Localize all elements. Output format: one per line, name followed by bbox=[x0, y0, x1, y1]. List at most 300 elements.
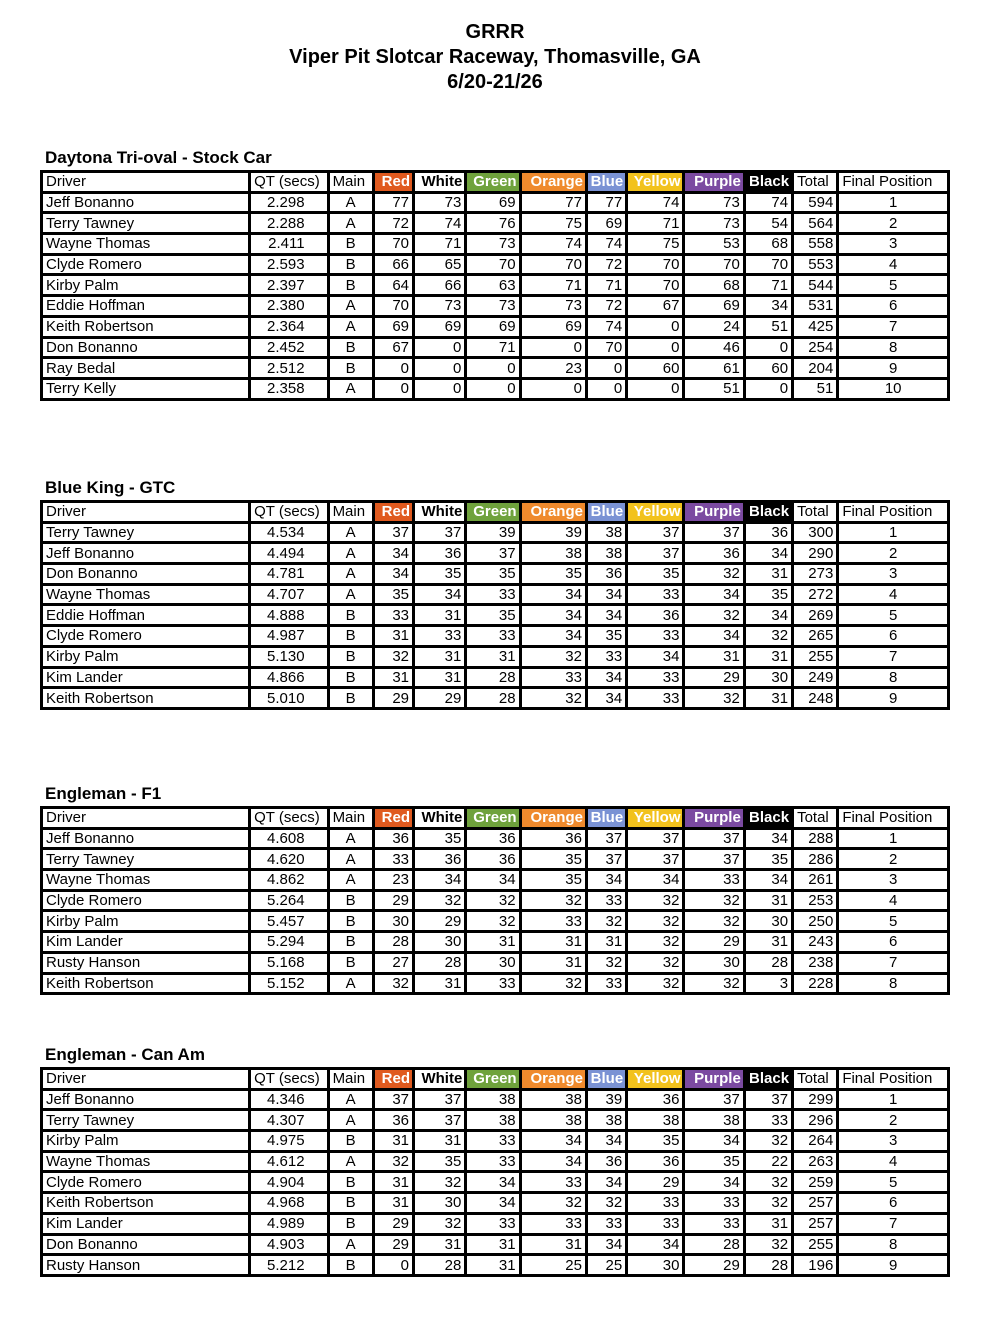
lane-laps-cell-red: 31 bbox=[373, 1172, 413, 1193]
section-title: Daytona Tri-oval - Stock Car bbox=[45, 148, 272, 167]
lane-laps-cell-purple: 73 bbox=[684, 192, 744, 213]
lane-laps-cell-black: 35 bbox=[744, 584, 792, 605]
table-row bbox=[42, 667, 949, 688]
total-cell: 264 bbox=[793, 1131, 838, 1152]
lane-laps-cell-purple: 30 bbox=[684, 952, 744, 973]
lane-laps-cell-red: 67 bbox=[373, 337, 413, 358]
lane-laps-cell-green: 37 bbox=[466, 543, 520, 564]
lane-laps-cell-white: 30 bbox=[414, 932, 466, 953]
col-header-lane-blue: Blue bbox=[586, 1069, 626, 1090]
main-cell: A bbox=[328, 849, 373, 870]
qt-cell: 5.010 bbox=[250, 688, 328, 709]
lane-laps-cell-green: 32 bbox=[466, 911, 520, 932]
driver-cell: Clyde Romero bbox=[42, 254, 250, 275]
lane-laps-cell-blue: 70 bbox=[586, 337, 626, 358]
qt-cell: 4.608 bbox=[250, 828, 328, 849]
col-header-final-position: Final Position bbox=[838, 1069, 949, 1090]
lane-laps-cell-orange: 0 bbox=[520, 337, 586, 358]
lane-laps-cell-white: 30 bbox=[414, 1193, 466, 1214]
header-row bbox=[42, 172, 949, 193]
lane-laps-cell-yellow: 37 bbox=[627, 849, 684, 870]
total-cell: 249 bbox=[793, 667, 838, 688]
results-table bbox=[40, 1067, 950, 1277]
qt-cell: 4.612 bbox=[250, 1151, 328, 1172]
lane-laps-cell-white: 65 bbox=[414, 254, 466, 275]
col-header-driver: Driver bbox=[42, 808, 250, 829]
lane-laps-cell-white: 31 bbox=[414, 605, 466, 626]
col-header-main: Main bbox=[328, 808, 373, 829]
lane-laps-cell-black: 34 bbox=[744, 543, 792, 564]
qt-cell: 5.457 bbox=[250, 911, 328, 932]
total-cell: 286 bbox=[793, 849, 838, 870]
lane-laps-cell-orange: 38 bbox=[520, 1089, 586, 1110]
table-row bbox=[42, 626, 949, 647]
col-header-lane-yellow: Yellow bbox=[627, 502, 684, 523]
final-position-cell: 1 bbox=[838, 522, 949, 543]
lane-laps-cell-yellow: 34 bbox=[627, 1234, 684, 1255]
lane-laps-cell-red: 29 bbox=[373, 1234, 413, 1255]
lane-laps-cell-green: 34 bbox=[466, 870, 520, 891]
lane-laps-cell-yellow: 33 bbox=[627, 1213, 684, 1234]
table-row bbox=[42, 870, 949, 891]
org-title: GRRR bbox=[465, 21, 525, 43]
qt-cell: 4.903 bbox=[250, 1234, 328, 1255]
main-cell: B bbox=[328, 337, 373, 358]
lane-laps-cell-yellow: 36 bbox=[627, 1151, 684, 1172]
main-cell: A bbox=[328, 296, 373, 317]
lane-laps-cell-red: 31 bbox=[373, 667, 413, 688]
table-row bbox=[42, 828, 949, 849]
lane-laps-cell-red: 72 bbox=[373, 213, 413, 234]
qt-cell: 2.380 bbox=[250, 296, 328, 317]
main-cell: B bbox=[328, 605, 373, 626]
driver-cell: Jeff Bonanno bbox=[42, 1089, 250, 1110]
lane-laps-cell-yellow: 75 bbox=[627, 234, 684, 255]
lane-laps-cell-green: 73 bbox=[466, 296, 520, 317]
driver-cell: Eddie Hoffman bbox=[42, 296, 250, 317]
table-row bbox=[42, 973, 949, 994]
lane-laps-cell-black: 51 bbox=[744, 316, 792, 337]
lane-laps-cell-yellow: 0 bbox=[627, 316, 684, 337]
lane-laps-cell-red: 31 bbox=[373, 1131, 413, 1152]
lane-laps-cell-yellow: 33 bbox=[627, 626, 684, 647]
col-header-total: Total bbox=[793, 172, 838, 193]
main-cell: B bbox=[328, 234, 373, 255]
driver-cell: Don Bonanno bbox=[42, 337, 250, 358]
lane-laps-cell-orange: 32 bbox=[520, 973, 586, 994]
lane-laps-cell-white: 35 bbox=[414, 828, 466, 849]
main-cell: A bbox=[328, 378, 373, 399]
lane-laps-cell-green: 33 bbox=[466, 1131, 520, 1152]
lane-laps-cell-red: 37 bbox=[373, 1089, 413, 1110]
col-header-qt: QT (secs) bbox=[250, 172, 328, 193]
lane-laps-cell-black: 28 bbox=[744, 952, 792, 973]
lane-laps-cell-yellow: 38 bbox=[627, 1110, 684, 1131]
race-section bbox=[40, 475, 950, 710]
lane-laps-cell-red: 29 bbox=[373, 1213, 413, 1234]
lane-laps-cell-purple: 34 bbox=[684, 1131, 744, 1152]
lane-laps-cell-black: 22 bbox=[744, 1151, 792, 1172]
lane-laps-cell-green: 28 bbox=[466, 688, 520, 709]
main-cell: A bbox=[328, 973, 373, 994]
lane-laps-cell-blue: 74 bbox=[586, 234, 626, 255]
table-row bbox=[42, 1110, 949, 1131]
lane-laps-cell-yellow: 32 bbox=[627, 952, 684, 973]
lane-laps-cell-green: 32 bbox=[466, 890, 520, 911]
lane-laps-cell-white: 0 bbox=[414, 378, 466, 399]
final-position-cell: 3 bbox=[838, 870, 949, 891]
lane-laps-cell-orange: 36 bbox=[520, 828, 586, 849]
table-row bbox=[42, 378, 949, 399]
driver-cell: Don Bonanno bbox=[42, 564, 250, 585]
driver-cell: Kim Lander bbox=[42, 667, 250, 688]
driver-cell: Clyde Romero bbox=[42, 626, 250, 647]
table-row bbox=[42, 1151, 949, 1172]
driver-cell: Clyde Romero bbox=[42, 890, 250, 911]
final-position-cell: 3 bbox=[838, 234, 949, 255]
lane-laps-cell-orange: 25 bbox=[520, 1255, 586, 1276]
lane-laps-cell-blue: 39 bbox=[586, 1089, 626, 1110]
col-header-lane-orange: Orange bbox=[520, 1069, 586, 1090]
qt-cell: 4.534 bbox=[250, 522, 328, 543]
table-row bbox=[42, 1089, 949, 1110]
lane-laps-cell-black: 34 bbox=[744, 296, 792, 317]
lane-laps-cell-green: 38 bbox=[466, 1089, 520, 1110]
total-cell: 250 bbox=[793, 911, 838, 932]
final-position-cell: 2 bbox=[838, 543, 949, 564]
lane-laps-cell-orange: 35 bbox=[520, 870, 586, 891]
main-cell: B bbox=[328, 626, 373, 647]
table-row bbox=[42, 316, 949, 337]
lane-laps-cell-purple: 73 bbox=[684, 213, 744, 234]
lane-laps-cell-green: 31 bbox=[466, 646, 520, 667]
driver-cell: Kirby Palm bbox=[42, 1131, 250, 1152]
lane-laps-cell-white: 37 bbox=[414, 1089, 466, 1110]
lane-laps-cell-purple: 31 bbox=[684, 646, 744, 667]
lane-laps-cell-blue: 69 bbox=[586, 213, 626, 234]
driver-cell: Terry Tawney bbox=[42, 522, 250, 543]
table-row bbox=[42, 952, 949, 973]
lane-laps-cell-purple: 33 bbox=[684, 1213, 744, 1234]
lane-laps-cell-yellow: 32 bbox=[627, 973, 684, 994]
lane-laps-cell-green: 33 bbox=[466, 626, 520, 647]
lane-laps-cell-white: 35 bbox=[414, 564, 466, 585]
final-position-cell: 1 bbox=[838, 192, 949, 213]
table-row bbox=[42, 911, 949, 932]
col-header-lane-black: Black bbox=[744, 1069, 792, 1090]
lane-laps-cell-black: 32 bbox=[744, 1193, 792, 1214]
final-position-cell: 6 bbox=[838, 296, 949, 317]
lane-laps-cell-purple: 32 bbox=[684, 973, 744, 994]
lane-laps-cell-black: 31 bbox=[744, 890, 792, 911]
lane-laps-cell-blue: 31 bbox=[586, 932, 626, 953]
col-header-lane-red: Red bbox=[373, 1069, 413, 1090]
lane-laps-cell-orange: 31 bbox=[520, 952, 586, 973]
qt-cell: 5.294 bbox=[250, 932, 328, 953]
lane-laps-cell-green: 0 bbox=[466, 358, 520, 379]
lane-laps-cell-blue: 33 bbox=[586, 973, 626, 994]
lane-laps-cell-white: 36 bbox=[414, 849, 466, 870]
table-row bbox=[42, 337, 949, 358]
document-header bbox=[0, 20, 990, 95]
lane-laps-cell-red: 0 bbox=[373, 378, 413, 399]
lane-laps-cell-red: 29 bbox=[373, 890, 413, 911]
lane-laps-cell-yellow: 37 bbox=[627, 543, 684, 564]
lane-laps-cell-blue: 32 bbox=[586, 1193, 626, 1214]
lane-laps-cell-orange: 32 bbox=[520, 688, 586, 709]
col-header-lane-red: Red bbox=[373, 172, 413, 193]
qt-cell: 4.346 bbox=[250, 1089, 328, 1110]
header-row bbox=[42, 808, 949, 829]
lane-laps-cell-orange: 34 bbox=[520, 584, 586, 605]
lane-laps-cell-orange: 71 bbox=[520, 275, 586, 296]
lane-laps-cell-black: 3 bbox=[744, 973, 792, 994]
lane-laps-cell-orange: 77 bbox=[520, 192, 586, 213]
col-header-lane-green: Green bbox=[466, 808, 520, 829]
col-header-lane-green: Green bbox=[466, 502, 520, 523]
lane-laps-cell-green: 38 bbox=[466, 1110, 520, 1131]
final-position-cell: 4 bbox=[838, 1151, 949, 1172]
qt-cell: 4.494 bbox=[250, 543, 328, 564]
total-cell: 296 bbox=[793, 1110, 838, 1131]
lane-laps-cell-yellow: 35 bbox=[627, 564, 684, 585]
lane-laps-cell-blue: 0 bbox=[586, 378, 626, 399]
qt-cell: 2.593 bbox=[250, 254, 328, 275]
lane-laps-cell-yellow: 32 bbox=[627, 890, 684, 911]
lane-laps-cell-black: 35 bbox=[744, 849, 792, 870]
driver-cell: Rusty Hanson bbox=[42, 1255, 250, 1276]
table-row bbox=[42, 1131, 949, 1152]
lane-laps-cell-red: 70 bbox=[373, 296, 413, 317]
lane-laps-cell-green: 36 bbox=[466, 849, 520, 870]
lane-laps-cell-green: 73 bbox=[466, 234, 520, 255]
total-cell: 196 bbox=[793, 1255, 838, 1276]
table-row bbox=[42, 605, 949, 626]
main-cell: A bbox=[328, 1151, 373, 1172]
lane-laps-cell-yellow: 71 bbox=[627, 213, 684, 234]
lane-laps-cell-black: 74 bbox=[744, 192, 792, 213]
lane-laps-cell-orange: 33 bbox=[520, 911, 586, 932]
col-header-lane-purple: Purple bbox=[684, 808, 744, 829]
driver-cell: Kirby Palm bbox=[42, 646, 250, 667]
lane-laps-cell-purple: 32 bbox=[684, 911, 744, 932]
qt-cell: 2.512 bbox=[250, 358, 328, 379]
lane-laps-cell-blue: 38 bbox=[586, 1110, 626, 1131]
lane-laps-cell-white: 34 bbox=[414, 870, 466, 891]
lane-laps-cell-red: 36 bbox=[373, 828, 413, 849]
qt-cell: 5.152 bbox=[250, 973, 328, 994]
lane-laps-cell-purple: 32 bbox=[684, 890, 744, 911]
total-cell: 544 bbox=[793, 275, 838, 296]
driver-cell: Terry Kelly bbox=[42, 378, 250, 399]
lane-laps-cell-blue: 38 bbox=[586, 522, 626, 543]
main-cell: B bbox=[328, 1131, 373, 1152]
col-header-lane-yellow: Yellow bbox=[627, 172, 684, 193]
lane-laps-cell-red: 35 bbox=[373, 584, 413, 605]
main-cell: A bbox=[328, 543, 373, 564]
lane-laps-cell-purple: 32 bbox=[684, 605, 744, 626]
lane-laps-cell-red: 66 bbox=[373, 254, 413, 275]
lane-laps-cell-blue: 33 bbox=[586, 1213, 626, 1234]
lane-laps-cell-purple: 46 bbox=[684, 337, 744, 358]
lane-laps-cell-black: 32 bbox=[744, 626, 792, 647]
table-row bbox=[42, 688, 949, 709]
col-header-lane-blue: Blue bbox=[586, 808, 626, 829]
lane-laps-cell-orange: 39 bbox=[520, 522, 586, 543]
col-header-total: Total bbox=[793, 1069, 838, 1090]
col-header-final-position: Final Position bbox=[838, 808, 949, 829]
lane-laps-cell-white: 29 bbox=[414, 688, 466, 709]
lane-laps-cell-purple: 32 bbox=[684, 688, 744, 709]
table-row bbox=[42, 213, 949, 234]
lane-laps-cell-orange: 32 bbox=[520, 890, 586, 911]
total-cell: 255 bbox=[793, 1234, 838, 1255]
total-cell: 299 bbox=[793, 1089, 838, 1110]
lane-laps-cell-white: 32 bbox=[414, 890, 466, 911]
lane-laps-cell-blue: 34 bbox=[586, 688, 626, 709]
col-header-main: Main bbox=[328, 502, 373, 523]
lane-laps-cell-yellow: 67 bbox=[627, 296, 684, 317]
lane-laps-cell-orange: 35 bbox=[520, 564, 586, 585]
lane-laps-cell-green: 28 bbox=[466, 667, 520, 688]
main-cell: B bbox=[328, 667, 373, 688]
driver-cell: Kirby Palm bbox=[42, 911, 250, 932]
main-cell: B bbox=[328, 688, 373, 709]
total-cell: 51 bbox=[793, 378, 838, 399]
final-position-cell: 5 bbox=[838, 911, 949, 932]
driver-cell: Wayne Thomas bbox=[42, 870, 250, 891]
total-cell: 300 bbox=[793, 522, 838, 543]
lane-laps-cell-black: 30 bbox=[744, 911, 792, 932]
lane-laps-cell-red: 32 bbox=[373, 646, 413, 667]
lane-laps-cell-black: 34 bbox=[744, 870, 792, 891]
qt-cell: 4.707 bbox=[250, 584, 328, 605]
lane-laps-cell-white: 0 bbox=[414, 337, 466, 358]
lane-laps-cell-purple: 68 bbox=[684, 275, 744, 296]
qt-cell: 4.781 bbox=[250, 564, 328, 585]
lane-laps-cell-blue: 37 bbox=[586, 828, 626, 849]
driver-cell: Jeff Bonanno bbox=[42, 828, 250, 849]
main-cell: A bbox=[328, 870, 373, 891]
total-cell: 272 bbox=[793, 584, 838, 605]
main-cell: B bbox=[328, 275, 373, 296]
driver-cell: Ray Bedal bbox=[42, 358, 250, 379]
main-cell: A bbox=[328, 522, 373, 543]
driver-cell: Terry Tawney bbox=[42, 1110, 250, 1131]
col-header-qt: QT (secs) bbox=[250, 502, 328, 523]
lane-laps-cell-orange: 33 bbox=[520, 1213, 586, 1234]
total-cell: 531 bbox=[793, 296, 838, 317]
lane-laps-cell-yellow: 32 bbox=[627, 911, 684, 932]
final-position-cell: 10 bbox=[838, 378, 949, 399]
lane-laps-cell-green: 33 bbox=[466, 1151, 520, 1172]
lane-laps-cell-red: 64 bbox=[373, 275, 413, 296]
final-position-cell: 9 bbox=[838, 1255, 949, 1276]
lane-laps-cell-blue: 38 bbox=[586, 543, 626, 564]
lane-laps-cell-orange: 31 bbox=[520, 1234, 586, 1255]
lane-laps-cell-purple: 33 bbox=[684, 870, 744, 891]
lane-laps-cell-black: 28 bbox=[744, 1255, 792, 1276]
total-cell: 253 bbox=[793, 890, 838, 911]
lane-laps-cell-green: 63 bbox=[466, 275, 520, 296]
lane-laps-cell-orange: 75 bbox=[520, 213, 586, 234]
lane-laps-cell-purple: 61 bbox=[684, 358, 744, 379]
total-cell: 273 bbox=[793, 564, 838, 585]
lane-laps-cell-purple: 29 bbox=[684, 1255, 744, 1276]
race-section bbox=[40, 781, 950, 995]
driver-cell: Jeff Bonanno bbox=[42, 192, 250, 213]
lane-laps-cell-red: 31 bbox=[373, 1193, 413, 1214]
final-position-cell: 5 bbox=[838, 1172, 949, 1193]
lane-laps-cell-purple: 51 bbox=[684, 378, 744, 399]
lane-laps-cell-yellow: 36 bbox=[627, 605, 684, 626]
main-cell: A bbox=[328, 584, 373, 605]
final-position-cell: 9 bbox=[838, 688, 949, 709]
lane-laps-cell-purple: 36 bbox=[684, 543, 744, 564]
driver-cell: Eddie Hoffman bbox=[42, 605, 250, 626]
col-header-final-position: Final Position bbox=[838, 172, 949, 193]
col-header-lane-white: White bbox=[414, 502, 466, 523]
table-row bbox=[42, 296, 949, 317]
section-title: Engleman - Can Am bbox=[45, 1045, 205, 1064]
lane-laps-cell-black: 33 bbox=[744, 1110, 792, 1131]
main-cell: A bbox=[328, 1234, 373, 1255]
main-cell: B bbox=[328, 952, 373, 973]
lane-laps-cell-white: 33 bbox=[414, 626, 466, 647]
main-cell: B bbox=[328, 646, 373, 667]
main-cell: B bbox=[328, 1255, 373, 1276]
col-header-lane-white: White bbox=[414, 1069, 466, 1090]
lane-laps-cell-black: 34 bbox=[744, 605, 792, 626]
lane-laps-cell-orange: 38 bbox=[520, 1110, 586, 1131]
lane-laps-cell-blue: 33 bbox=[586, 890, 626, 911]
lane-laps-cell-white: 73 bbox=[414, 296, 466, 317]
table-row bbox=[42, 522, 949, 543]
lane-laps-cell-purple: 24 bbox=[684, 316, 744, 337]
qt-cell: 2.411 bbox=[250, 234, 328, 255]
driver-cell: Kim Lander bbox=[42, 1213, 250, 1234]
main-cell: A bbox=[328, 192, 373, 213]
lane-laps-cell-white: 66 bbox=[414, 275, 466, 296]
col-header-qt: QT (secs) bbox=[250, 808, 328, 829]
total-cell: 553 bbox=[793, 254, 838, 275]
lane-laps-cell-blue: 36 bbox=[586, 1151, 626, 1172]
total-cell: 269 bbox=[793, 605, 838, 626]
total-cell: 257 bbox=[793, 1213, 838, 1234]
lane-laps-cell-green: 76 bbox=[466, 213, 520, 234]
race-section bbox=[40, 145, 950, 401]
total-cell: 558 bbox=[793, 234, 838, 255]
qt-cell: 5.212 bbox=[250, 1255, 328, 1276]
lane-laps-cell-orange: 34 bbox=[520, 626, 586, 647]
lane-laps-cell-yellow: 29 bbox=[627, 1172, 684, 1193]
lane-laps-cell-green: 69 bbox=[466, 316, 520, 337]
final-position-cell: 4 bbox=[838, 584, 949, 605]
final-position-cell: 5 bbox=[838, 275, 949, 296]
lane-laps-cell-purple: 29 bbox=[684, 932, 744, 953]
lane-laps-cell-red: 30 bbox=[373, 911, 413, 932]
lane-laps-cell-red: 32 bbox=[373, 1151, 413, 1172]
driver-cell: Terry Tawney bbox=[42, 213, 250, 234]
results-table bbox=[40, 500, 950, 710]
lane-laps-cell-yellow: 30 bbox=[627, 1255, 684, 1276]
lane-laps-cell-red: 33 bbox=[373, 849, 413, 870]
lane-laps-cell-black: 37 bbox=[744, 1089, 792, 1110]
final-position-cell: 1 bbox=[838, 828, 949, 849]
final-position-cell: 4 bbox=[838, 890, 949, 911]
qt-cell: 2.397 bbox=[250, 275, 328, 296]
qt-cell: 2.358 bbox=[250, 378, 328, 399]
